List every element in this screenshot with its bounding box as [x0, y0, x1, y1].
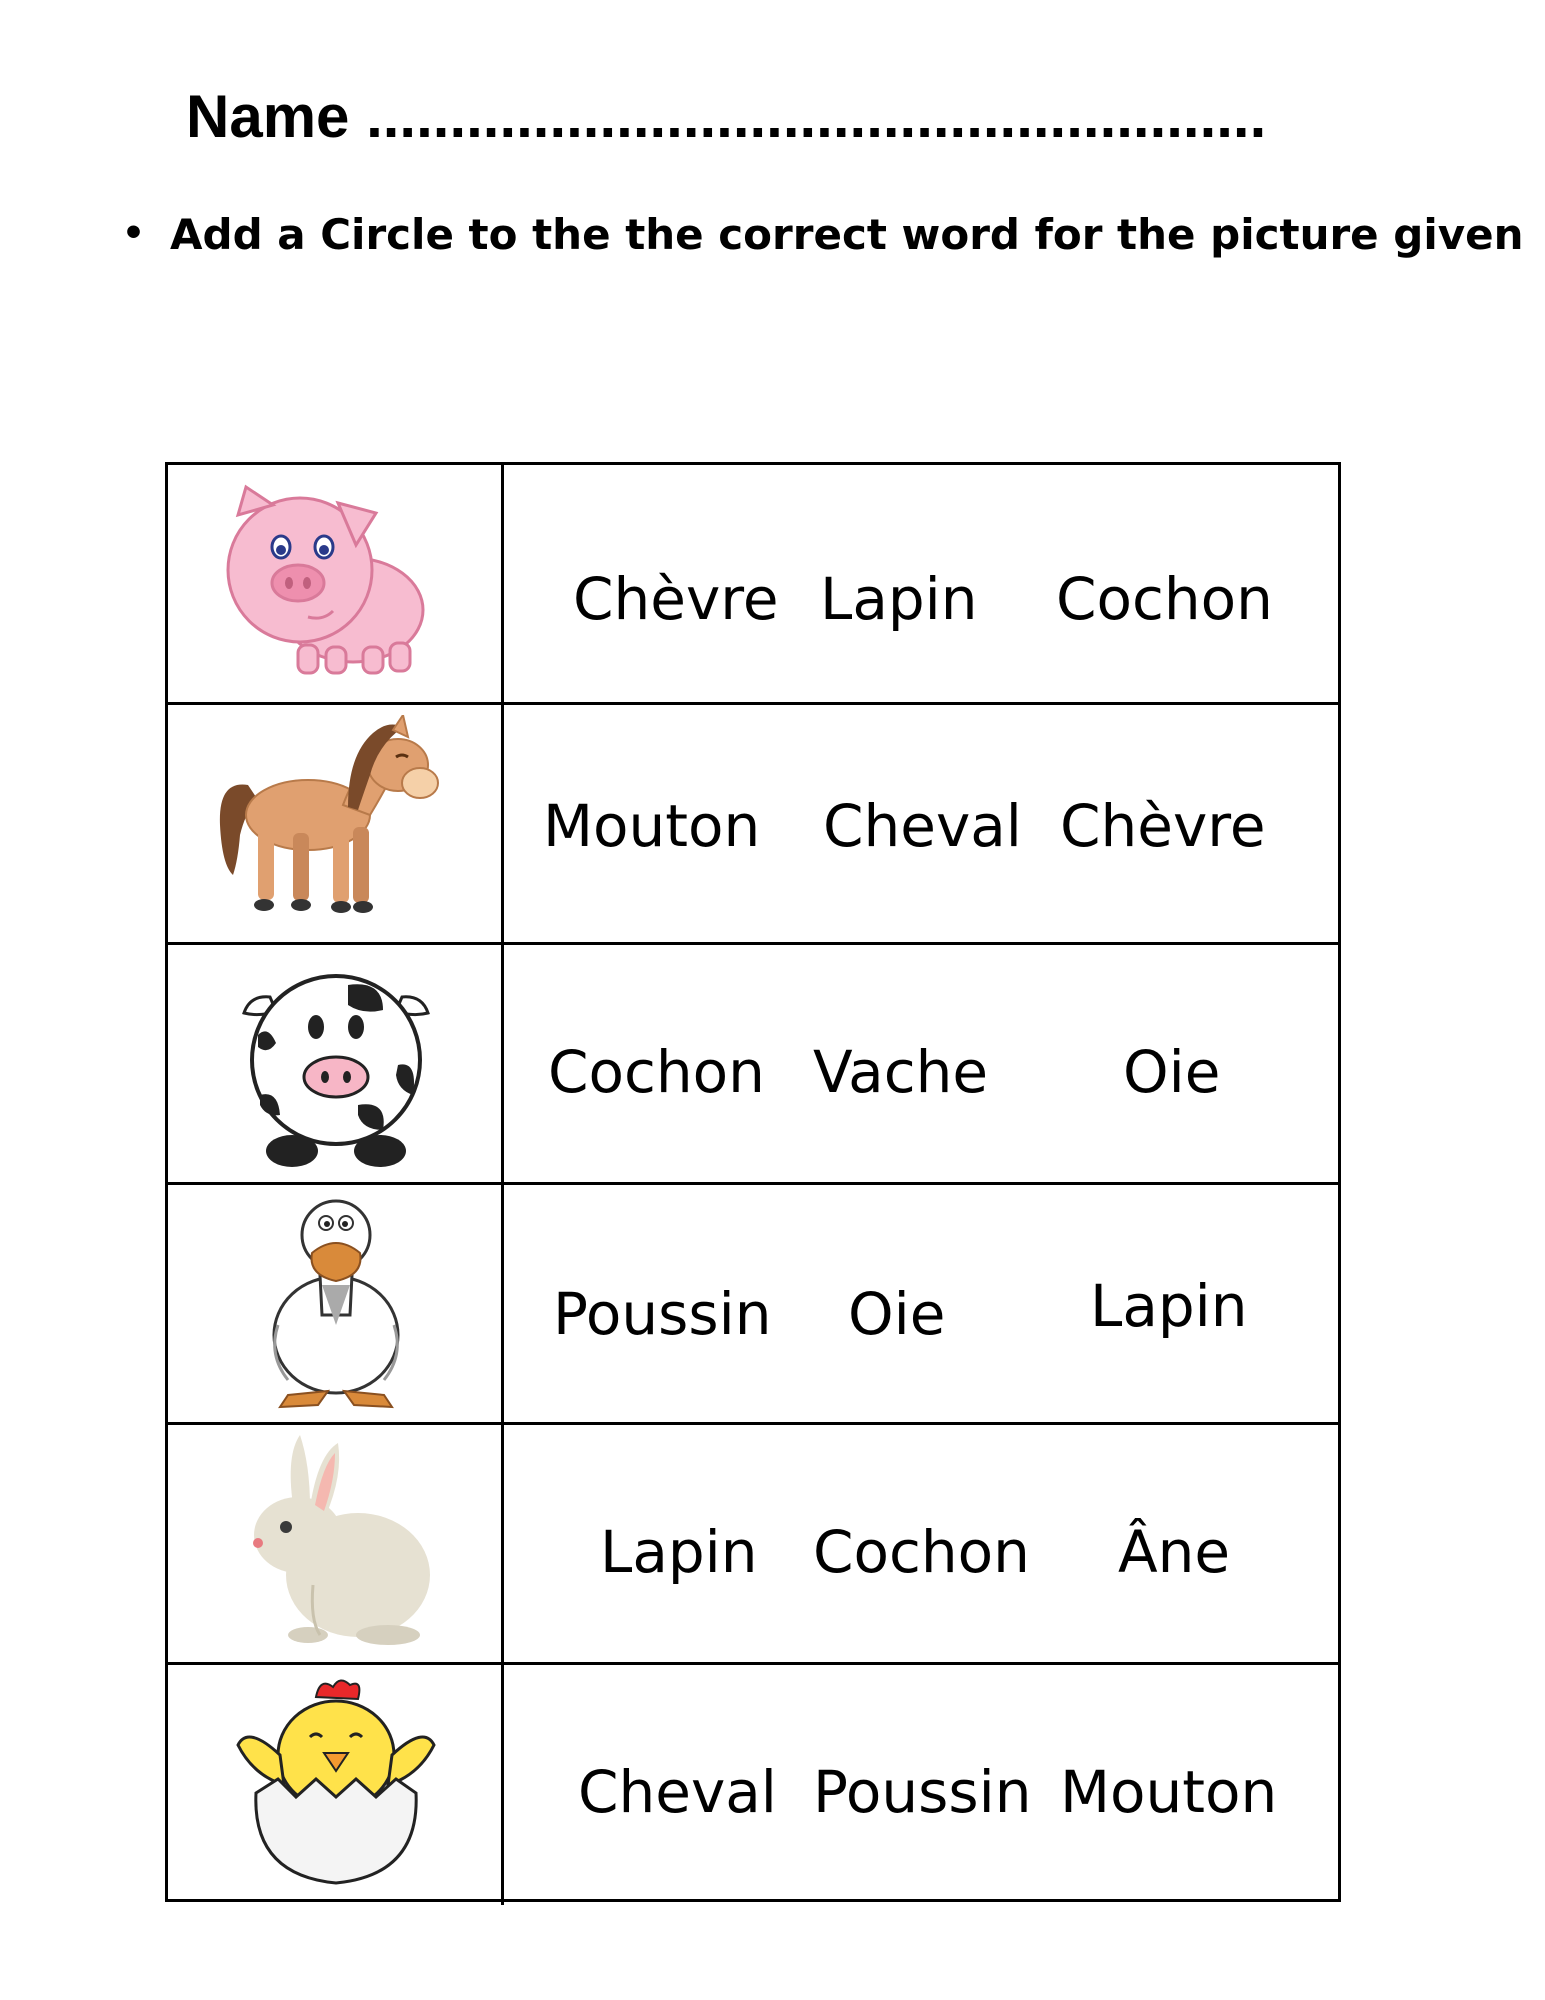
word-option[interactable]: Cheval — [823, 792, 1022, 860]
instruction-text: Add a Circle to the the correct word for the picture given — [170, 210, 1524, 259]
picture-cell — [168, 1425, 504, 1662]
picture-cell — [168, 1665, 504, 1905]
word-option[interactable]: Lapin — [820, 565, 978, 633]
cow-icon — [198, 955, 474, 1172]
horse-icon — [198, 715, 474, 932]
word-option[interactable]: Oie — [848, 1280, 946, 1348]
word-option[interactable]: Oie — [1123, 1038, 1221, 1106]
word-option[interactable]: Poussin — [813, 1758, 1032, 1826]
table-row — [168, 1425, 1338, 1665]
goose-icon — [198, 1195, 474, 1412]
picture-cell — [168, 465, 504, 702]
word-option[interactable]: Lapin — [1090, 1272, 1248, 1340]
bullet: • — [122, 213, 146, 254]
picture-cell — [168, 945, 504, 1182]
word-option[interactable]: Âne — [1118, 1518, 1231, 1586]
table-row — [168, 705, 1338, 945]
word-option[interactable]: Mouton — [1060, 1758, 1278, 1826]
word-option[interactable]: Cochon — [813, 1518, 1030, 1586]
worksheet-table — [165, 462, 1341, 1902]
pig-icon — [198, 475, 474, 692]
word-option[interactable]: Mouton — [543, 792, 761, 860]
word-option[interactable]: Chèvre — [1060, 792, 1266, 860]
picture-cell — [168, 1185, 504, 1422]
rabbit-icon — [198, 1435, 474, 1652]
word-option[interactable]: Poussin — [553, 1280, 772, 1348]
table-row — [168, 465, 1338, 705]
word-option[interactable]: Vache — [813, 1038, 989, 1106]
chick-icon — [198, 1675, 474, 1892]
word-option[interactable]: Cheval — [578, 1758, 777, 1826]
word-option[interactable]: Cochon — [1056, 565, 1273, 633]
name-dots[interactable]: ...................................................... — [366, 83, 1267, 150]
name-label: Name — [186, 83, 350, 150]
table-row — [168, 945, 1338, 1185]
word-option[interactable]: Lapin — [600, 1518, 758, 1586]
word-option[interactable]: Chèvre — [573, 565, 779, 633]
name-line — [186, 82, 1416, 162]
picture-cell — [168, 705, 504, 942]
table-row — [168, 1665, 1338, 1905]
instruction — [122, 210, 1524, 270]
table-row — [168, 1185, 1338, 1425]
word-option[interactable]: Cochon — [548, 1038, 765, 1106]
